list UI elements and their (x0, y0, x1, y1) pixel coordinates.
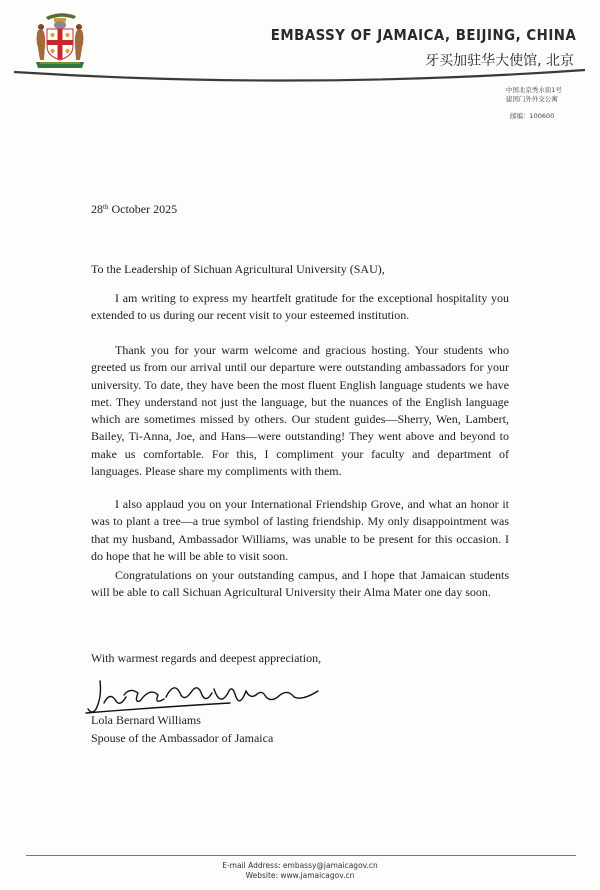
paragraph-3: I also applaud you on your International Friendship Grove, and what an honor it was to plant a tree—a true symbol of lasting friendship. My only disappointment was that my husband, Ambassador Williams, was unable to be present for this occasion. I do hope that he will be able to visit soon. (91, 497, 509, 563)
date-day: 28 (91, 202, 103, 216)
address-line-1: 中国北京秀水街1号 (505, 86, 562, 94)
closing-line: With warmest regards and deepest appreciation, (91, 651, 322, 665)
paragraph-4: Congratulations on your outstanding campus, and I hope that Jamaican students will be able to call Sichuan Agricultural University their Alma Mater one day soon. (91, 568, 509, 600)
date-suffix: th (103, 203, 109, 211)
paragraph-1: I am writing to express my heartfelt gratitude for the exceptional hospitality you extended to us during our recent visit to your esteemed institution. (91, 291, 509, 323)
postal-code: 邮编：100600 (510, 112, 555, 120)
footer-website: Website: www.jamaicagov.cn (245, 871, 355, 880)
coat-of-arms-icon (32, 8, 88, 70)
date-month-year: October 2025 (108, 202, 178, 216)
footer-divider (26, 855, 576, 856)
embassy-title-en: EMBASSY OF JAMAICA, BEIJING, CHINA (270, 26, 576, 44)
signatory-title: Spouse of the Ambassador of Jamaica (91, 731, 274, 745)
embassy-address (506, 86, 562, 104)
salutation: To the Leadership of Sichuan Agricultural University (SAU), (91, 262, 385, 276)
signatory-name: Lola Bernard Williams (91, 713, 201, 727)
handwritten-signature (80, 673, 330, 717)
embassy-title-cn: 牙买加驻华大使馆, 北京 (425, 53, 574, 69)
letter-date (91, 202, 177, 217)
paragraph-2: Thank you for your warm welcome and gracious hosting. Your students who greeted us from our arrival until our departure were outstanding ambassadors for your university. To date, they have been the most fluent English language students we have met. They understand not just the language, but the nuances of the English language which are sometimes missed by others. Our student guides—Sherry, Wen, Lambert, Bailey, Ti-Anna, Joe, and Hans—were outstanding! They went above and beyond to make us comfortable. For this, I compliment your faculty and department of languages. Please share my compliments with them. (91, 343, 509, 479)
footer-email: E-mail Address: embassy@jamaicagov.cn (222, 861, 378, 870)
address-line-2: 建国门外外交公寓 (505, 95, 558, 103)
